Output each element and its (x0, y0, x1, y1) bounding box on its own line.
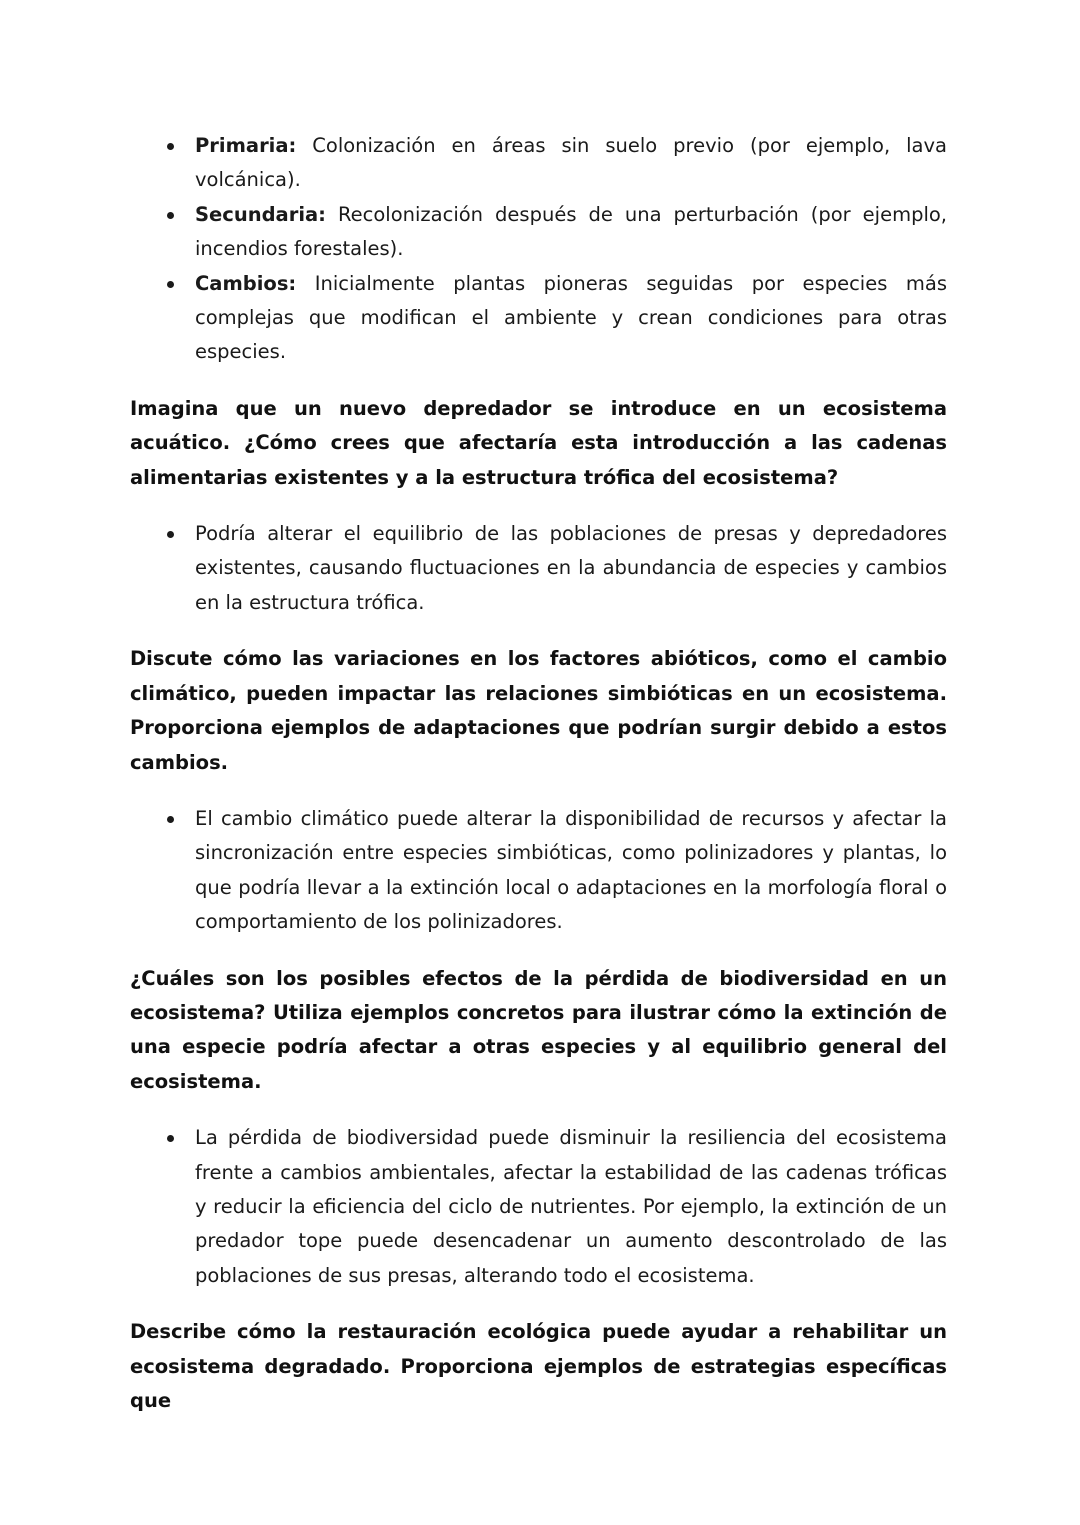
question-2: Discute cómo las variaciones en los factores abióticos, como el cambio climático, pueden impactar las relaciones simbióticas en un ecosistema. Proporciona ejemplos de adaptaciones que podrían surgir debido a estos cambios. (130, 647, 947, 774)
list-item-cambios (130, 267, 947, 370)
document-page (130, 129, 947, 1440)
answer-3: La pérdida de biodiversidad puede disminuir la resiliencia del ecosistema frente a cambios ambientales, afectar la estabilidad de las cadenas tróficas y reducir la eficiencia del ciclo de nutrientes. Por ejemplo, la extinción de un predador tope puede desencadenar un aumento descontrolado de las poblaciones de sus presas, alterando todo el ecosistema. (130, 1121, 947, 1293)
succession-list (130, 129, 947, 370)
answer-3-list (130, 1121, 947, 1293)
question-3: ¿Cuáles son los posibles efectos de la pérdida de biodiversidad en un ecosistema? Utiliza ejemplos concretos para ilustrar cómo la extinción de una especie podría afectar a otras especies y al equilibrio general del ecosistema. (130, 966, 947, 1093)
list-item-primaria (130, 129, 947, 198)
term-cambios: Cambios: (195, 271, 297, 295)
text-primaria: Colonización en áreas sin suelo previo (por ejemplo, lava volcánica). (195, 134, 947, 192)
question-4: Describe cómo la restauración ecológica puede ayudar a rehabilitar un ecosistema degradado. Proporciona ejemplos de estrategias específicas que (130, 1320, 947, 1412)
answer-2-list (130, 802, 947, 940)
list-item-secundaria (130, 198, 947, 267)
text-secundaria: Recolonización después de una perturbación (por ejemplo, incendios forestales). (195, 202, 947, 261)
term-primaria: Primaria: (195, 134, 297, 157)
answer-1: Podría alterar el equilibrio de las poblaciones de presas y depredadores existentes, causando fluctuaciones en la abundancia de especies y cambios en la estructura trófica. (130, 517, 947, 620)
answer-2: El cambio climático puede alterar la disponibilidad de recursos y afectar la sincronización entre especies simbióticas, como polinizadores y plantas, lo que podría llevar a la extinción local o adaptaciones en la morfología floral o comportamiento de los polinizadores. (130, 802, 947, 940)
answer-1-list (130, 517, 947, 620)
text-cambios: Inicialmente plantas pioneras seguidas por especies más complejas que modifican el ambiente y crean condiciones para otras especies. (195, 271, 947, 364)
question-1: Imagina que un nuevo depredador se introduce en un ecosistema acuático. ¿Cómo crees que afectaría esta introducción a las cadenas alimentarias existentes y a la estructura trófica del ecosistema? (130, 396, 947, 489)
term-secundaria: Secundaria: (195, 202, 326, 226)
